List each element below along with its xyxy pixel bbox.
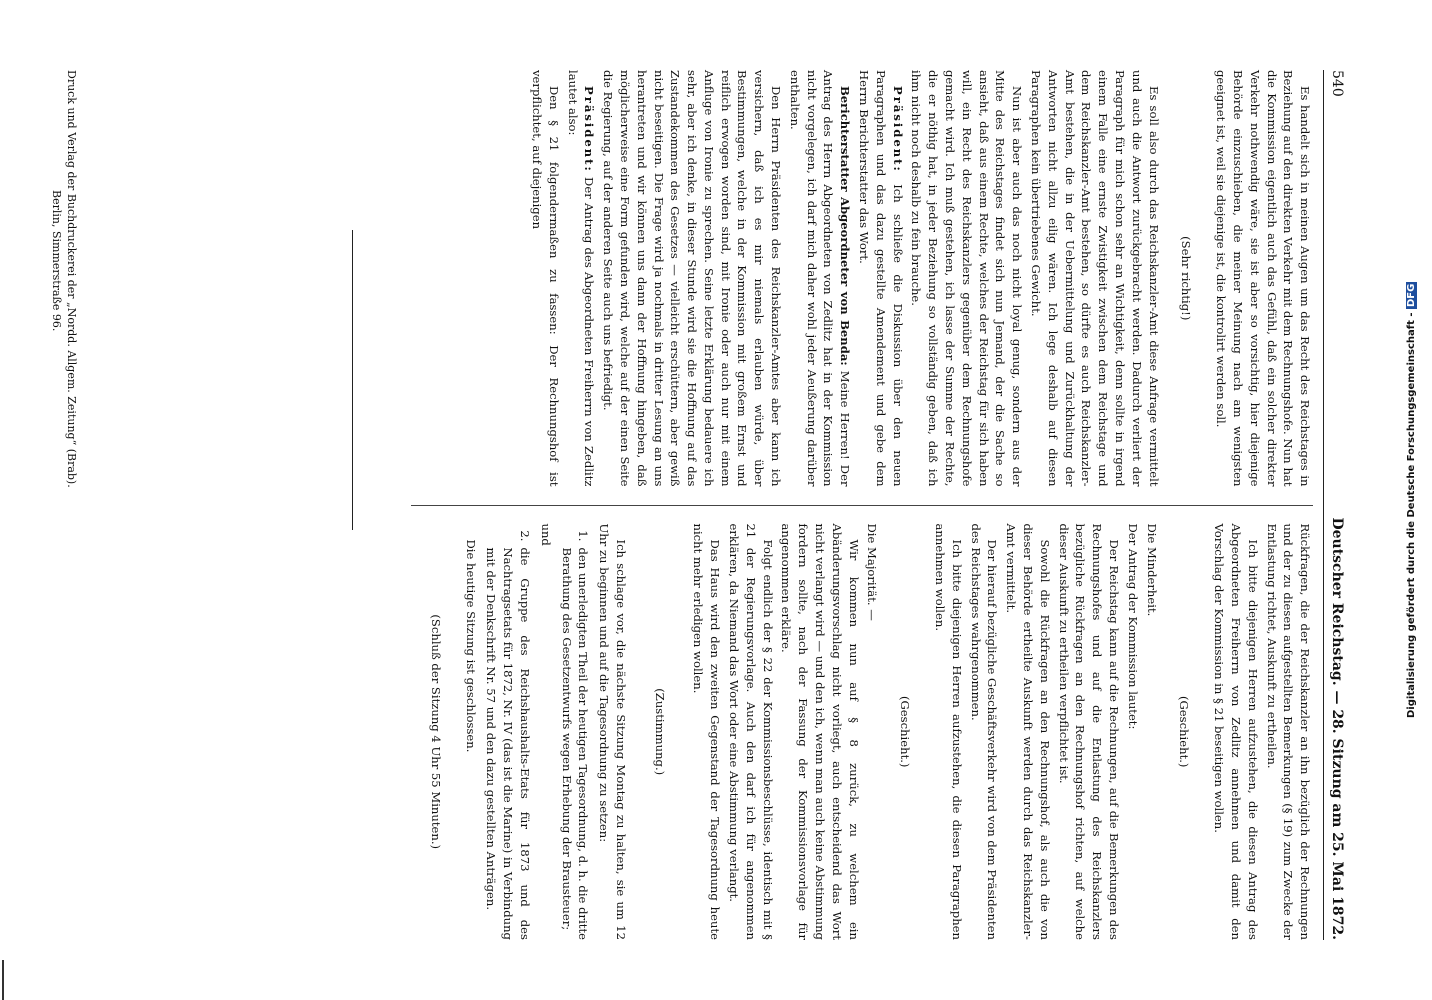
scan-edge-mark <box>2 960 10 1000</box>
session-end-note: (Schluß der Sitzung 4 Uhr 55 Minuten.) <box>428 614 443 850</box>
agenda-list <box>483 523 592 940</box>
left-column <box>411 70 1313 487</box>
paragraph: Der hierauf bezügliche Geschäftsverkehr wird von dem Präsidenten des Reichstages wahrgenommen. <box>968 523 1000 940</box>
speaker-paragraph <box>564 70 598 487</box>
paragraph: Nun ist aber auch das noch nicht loyal genug, sondern aus der Mitte des Reichstages findet sich nun Jemand, der die Sache so ansieht, daß aus einem Rechte, welches der Reichstag für sich haben will, ein Recht des Reichskanzlers gegenüber dem Rechnungshofe gemacht wird. Ich muß gestehen, ich lasse der Summe der Rechte, die er nöthig hat, in jeder Beziehung so vollständig geben, daß ich ihm nicht noch deshalb zu fein brauche. <box>909 70 1025 487</box>
speaker-paragraph <box>786 70 853 487</box>
paragraph: Den Herrn Präsidenten des Reichskanzler-Amtes aber kann ich versichern, daß ich es mir niemals erlauben würde, über Bestimmungen, welche in der Kommission mit großem Ernst und reiflich erwogen worden sind, mit Ironie oder auch nur mit einem Anfluge von Ironie zu sprechen. Seine letzte Erklärung bedauere ich sehr, aber ich denke, in dieser Stunde wird sie die Hoffnung auf das Zustandekommen des Gesetzes — vielleicht erschüttern, aber gewiß nicht beseitigen. Die Frage wird ja nochmals in dritter Lesung an uns herantreten und wir können uns dann der Hoffnung hingeben, daß möglicherweise eine Form gefunden wird, welche auf der einen Seite die Regierung, auf der anderen Seite auch uns befriedigt. <box>601 70 784 487</box>
interjection: (Geschieht.) <box>1177 696 1192 768</box>
page-number: 540 <box>1329 70 1345 97</box>
speaker-paragraph <box>855 70 905 487</box>
interjection: (Zustimmung.) <box>652 688 667 776</box>
column-divider <box>411 505 1313 506</box>
paragraph: Folgt endlich der § 22 der Kommissionsbeschlüsse, identisch mit § 21 der Regierungsvorlage. Auch den darf ich für angenommen erklären, da Niemand das Wort oder eine Abstimmung verlangt. <box>727 523 775 940</box>
agenda-text: die Gruppe des Reichshaushalts-Etats für 1873 und des Nachtragsetats für 1872, Nr. IV (das ist die Marine) in Verbindung mit der Denkschrift Nr. 57 und den dazu gestellten Anträgen. <box>484 547 532 940</box>
imprint <box>49 70 79 488</box>
paragraph: Ich bitte diejenigen Herren aufzustehen, die diesen Paragraphen annehmen wollen. <box>933 523 964 940</box>
speech-text: Der Antrag des Abgeordneten Freiherrn von Zedlitz lautet also: <box>565 70 597 487</box>
agenda-text: den unerledigten Theil der heutigen Tagesordnung, d. h. die dritte Berathung des Gesetzentwurfs wegen Erhebung der Brausteuer; <box>559 547 591 940</box>
text-columns <box>411 70 1313 940</box>
minority-heading: Die Minderheit. <box>1144 523 1159 617</box>
right-column <box>411 523 1313 940</box>
speaker-label: Berichterstatter Abgeordneter von Benda: <box>838 86 853 366</box>
paragraph: Den § 21 folgendermaßen zu fassen: Der Rechnungshof ist verpflichtet, auf diejenigen <box>529 70 561 487</box>
running-title: Deutscher Reichstag. — 28. Sitzung am 25. Mai 1872. <box>1329 517 1345 940</box>
imprint-line: Berlin, Simmerstraße 96. <box>50 190 63 332</box>
interjection: (Geschieht.) <box>898 696 913 768</box>
agenda-item <box>483 523 533 940</box>
end-rule <box>352 230 353 530</box>
page-header <box>1323 70 1345 940</box>
paragraph: Ich bitte diejenigen Herren aufzustehen, die diesen Antrag des Abgeordneten Freiherrn von Zedlitz annehmen und damit den Vorschlag der Kommission in § 21 beseitigen wollen. <box>1212 523 1260 940</box>
rotated-page <box>50 30 1371 970</box>
agenda-item <box>558 523 592 940</box>
majority-heading: Die Majorität. — <box>865 523 880 621</box>
paragraph: Rückfragen, die der Reichskanzler an ihn bezüglich der Rechnungen und der zu diesen aufgestellten Bemerkungen (§ 19) zum Zwecke der Entlastung richtet, Auskunft zu ertheilen. <box>1264 523 1313 940</box>
interjection: (Sehr richtig!) <box>1179 236 1194 321</box>
paragraph: Ich schlage vor, die nächste Sitzung Montag zu halten, sie um 12 Uhr zu beginnen und auf die Tagesordnung zu setzen: <box>597 523 628 940</box>
conjunction: und <box>538 523 553 546</box>
dfg-badge: DFG <box>1406 283 1417 308</box>
speech-text: Ich schließe die Diskussion über den neuen Paragraphen und das dazu gestellte Amendement und gebe dem Herrn Berichterstatter das Wort. <box>857 70 905 487</box>
paragraph: Sowohl die Rückfragen an den Rechnungshof, als auch die von dieser Behörde ertheilte Auskunft werden durch das Reichskanzler-Amt vermittelt. <box>1004 523 1052 940</box>
paragraph: Wir kommen nun auf § 8 zurück, zu welchem ein Abänderungsvorschlag nicht vorliegt, auch entscheidend das Wort nicht verlangt wird — und den ich, wenn man auch keine Abstimmung fordern sollte, nach der Fassung der Kommissionsvorlage für angenommen erkläre. <box>779 523 861 940</box>
paragraph: Es soll also durch das Reichskanzler-Amt diese Anfrage vermittelt und auch die Antwort zurückgebracht werden. Dadurch verliert der Paragraph für mich schon sehr an Wichtigkeit, denn sollte in irgend einem Falle eine ernste Zwistigkeit zwischen dem Reichstage und dem Reichskanzler-Amt bestehen, so dürfte es auch Reichskanzler-Amt bestehen, die in der Uebermittelung und Zurückhaltung der Antworten nicht allzu eilig wären. Ich lege deshalb auf diesen Paragraphen kein übertriebenes Gewicht. <box>1029 70 1161 487</box>
agenda-number: 1. <box>576 530 591 542</box>
digitization-text: Digitalisierung gefördert durch die Deutsche Forschungsgemeinschaft - <box>1406 312 1417 719</box>
imprint-line: Druck und Verlag der Buchdruckerei der „Nordd. Allgem. Zeitung“ (Brab). <box>65 70 78 488</box>
paragraph: Die heutige Sitzung ist geschlossen. <box>463 539 478 753</box>
speaker-label: Präsident: <box>890 86 905 173</box>
digitization-note <box>1406 0 1430 1000</box>
speaker-label: Präsident: <box>582 86 597 173</box>
speech-text: Meine Herren! Der Antrag des Herrn Abgeordneten von Zedlitz hat in der Kommission nicht vorgelegen, ich darf mich daher wohl jeder Aeußerung darüber enthalten. <box>787 70 853 487</box>
paragraph: Es handelt sich in meinen Augen um das Recht des Reichstages in Beziehung auf den direkten Verkehr mit dem Rechnungshofe. Nun hat die Kommission eigentlich auch das Gefühl, daß ein solcher direkter Verkehr nothwendig wäre, sie ist aber so vorsichtig, hier diejenige Behörde einzuschieben, die meiner Meinung nach am wenigsten geeignet ist, weil sie diejenige ist, die kontrolirt werden soll. <box>1214 70 1313 487</box>
paragraph: Der Reichstag kann auf die Rechnungen, auf die Bemerkungen des Rechnungshofes und auf die Entlastung des Reichskanzlers bezügliche Rückfragen an den Rechnungshof richten, auf welche dieser Auskunft zu ertheilen verpflichtet ist. <box>1056 523 1122 940</box>
paragraph: Der Antrag der Kommission lautet: <box>1125 523 1140 730</box>
paragraph: Das Haus wird den zweiten Gegenstand der Tagesordnung heute nicht mehr erledigen wollen. <box>691 523 723 940</box>
agenda-number: 2. <box>517 530 532 542</box>
